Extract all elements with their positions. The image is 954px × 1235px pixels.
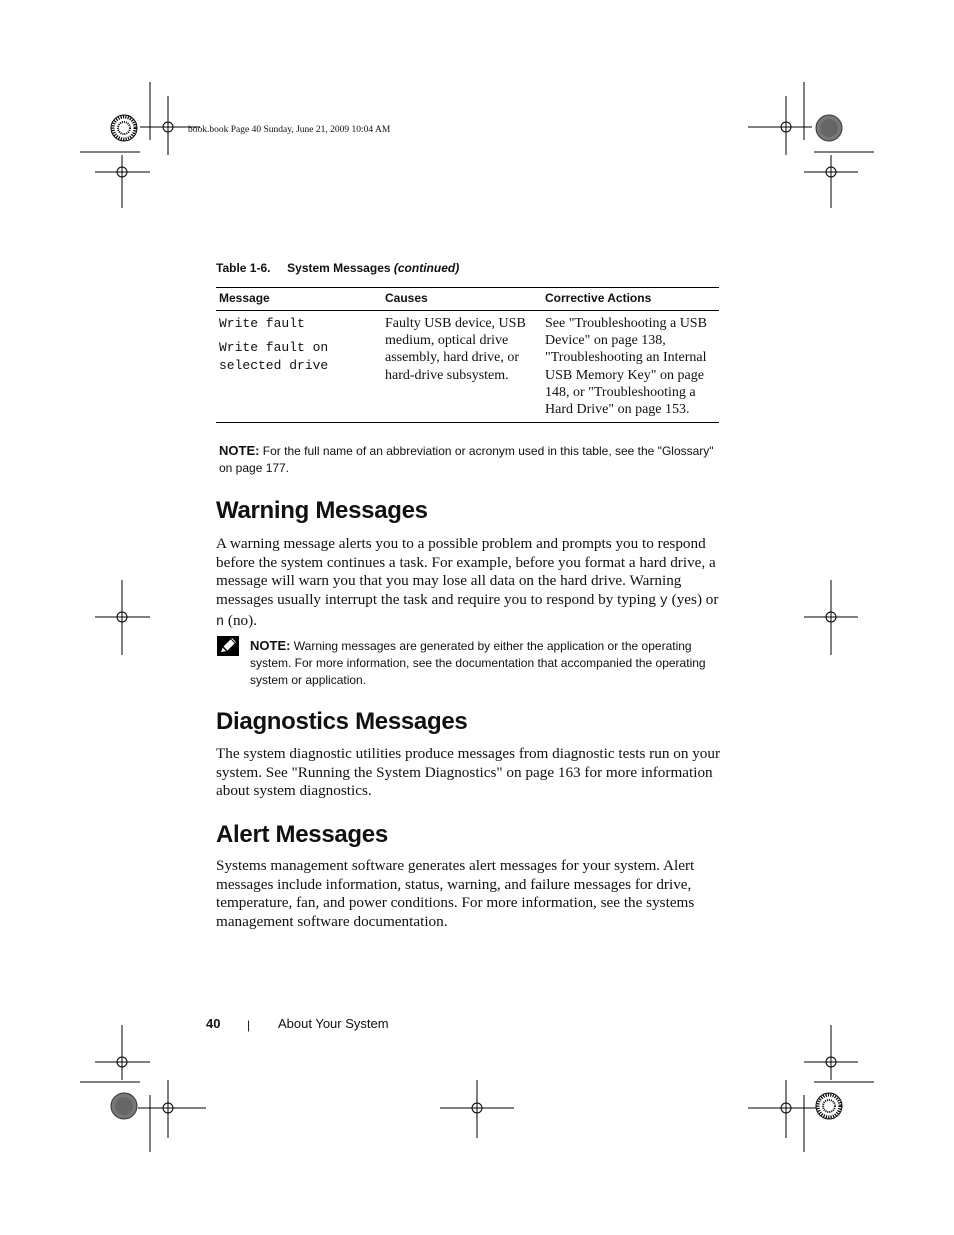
code-y: y — [659, 594, 668, 610]
message-line: Write fault — [219, 316, 305, 331]
note-label: NOTE: — [250, 638, 291, 653]
table-label: Table 1-6. — [216, 261, 271, 275]
table-title: System Messages — [287, 261, 391, 275]
table-note — [219, 442, 719, 477]
table-header-row — [216, 288, 719, 311]
note-label: NOTE: — [219, 443, 260, 458]
message-line: selected drive — [219, 358, 329, 373]
page-number: 40 — [206, 1016, 221, 1031]
table-row — [216, 311, 719, 423]
note-text: For the full name of an abbreviation or acronym used in this table, see the "Glossary" on page 177. — [219, 444, 714, 475]
column-header-message: Message — [216, 288, 382, 311]
footer-separator: | — [247, 1018, 251, 1032]
diagnostics-paragraph: The system diagnostic utilities produce messages from diagnostic tests run on your system. See "Running the System Diagnostics" on page 163 for more information about system diagnostics. — [216, 745, 721, 800]
corrective-actions-cell: See "Troubleshooting a USB Device" on page 138, "Troubleshooting an Internal USB Memory Key" on page 148, or "Troubleshooting a Hard Drive" on page 153. — [542, 311, 719, 423]
system-messages-table — [216, 287, 719, 423]
alert-paragraph: Systems management software generates alert messages for your system. Alert messages include information, status, warning, and failure messages for drive, temperature, fan, and power conditions. For more information, see the systems management software documentation. — [216, 857, 695, 931]
section-heading-alert: Alert Messages — [216, 821, 388, 848]
message-cell — [216, 311, 382, 423]
warning-note — [250, 637, 720, 689]
code-n: n — [216, 614, 225, 630]
section-heading-warning: Warning Messages — [216, 497, 428, 524]
table-caption — [216, 261, 459, 275]
table-title-suffix: (continued) — [393, 261, 460, 275]
section-heading-diagnostics: Diagnostics Messages — [216, 708, 468, 735]
note-pencil-icon — [217, 636, 239, 656]
footer-section-title: About Your System — [278, 1016, 389, 1031]
warning-paragraph: A warning message alerts you to a possible problem and prompts you to respond before the system continues a task. For example, before you format a hard drive, a message will warn you that you may lose all data on the hard drive. Warning messages usually interrupt the task and require you to respond by typing y (yes) or n (no). — [216, 535, 719, 630]
message-line: Write fault on — [219, 340, 329, 355]
note-text: Warning messages are generated by either the application or the operating system. For more information, see the documentation that accompanied the operating system or application. — [250, 639, 706, 687]
print-header: book.book Page 40 Sunday, June 21, 2009 10:04 AM — [188, 125, 391, 135]
causes-cell: Faulty USB device, USB medium, optical drive assembly, hard drive, or hard-drive subsystem. — [382, 311, 542, 423]
column-header-causes: Causes — [382, 288, 542, 311]
column-header-corrective-actions: Corrective Actions — [542, 288, 719, 311]
